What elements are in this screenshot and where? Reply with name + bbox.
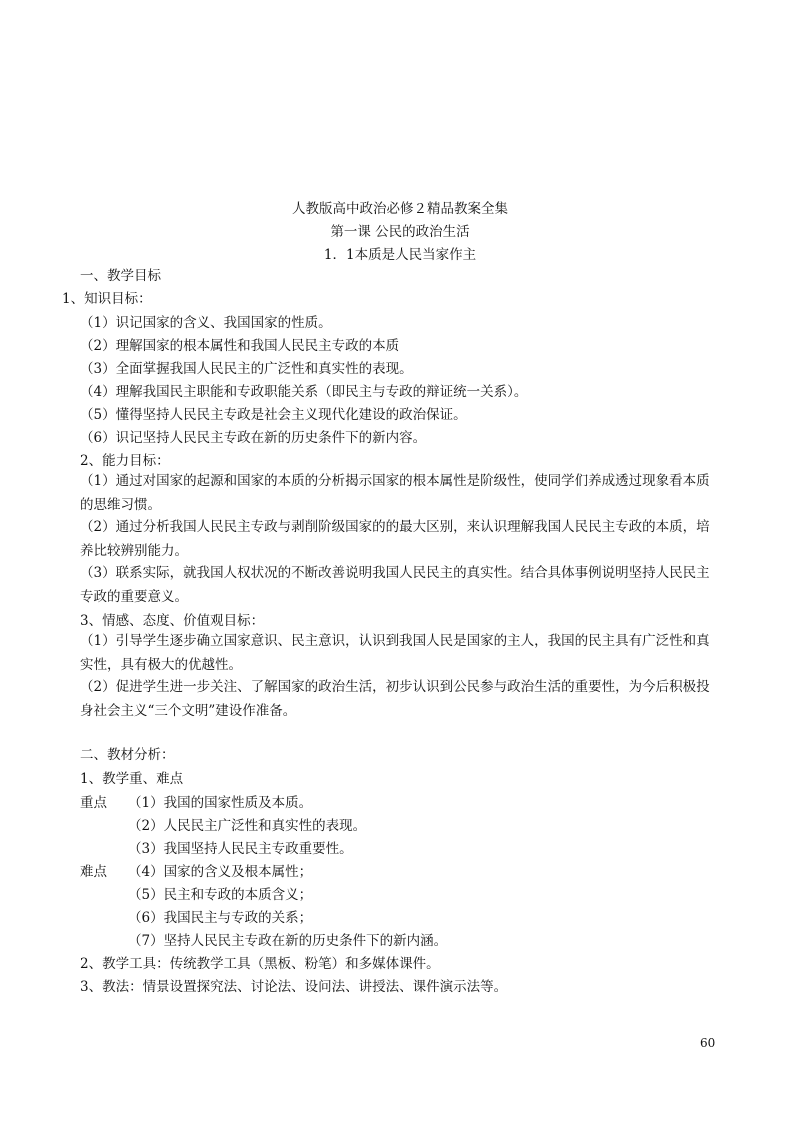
part2-heading: 二、教材分析：	[80, 747, 175, 763]
knowledge-item: （1）识记国家的含义、我国国家的性质。	[80, 315, 332, 331]
ability-item: （1）通过对国家的起源和国家的本质的分析揭示国家的根本属性是阶级性，使同学们养成透过现象看本质的思维习惯。	[80, 473, 710, 513]
key-points-label: 重点	[80, 795, 107, 811]
section-title: 1．1本质是人民当家作主	[323, 247, 477, 263]
teaching-methods: 3、教法：情景设置探究法、讨论法、设问法、讲授法、课件演示法等。	[80, 979, 508, 995]
knowledge-item: （3）全面掌握我国人民民主的广泛性和真实性的表现。	[80, 361, 413, 377]
knowledge-item: （4）理解我国民主职能和专政职能关系（即民主与专政的辩证统一关系）。	[80, 384, 528, 400]
emotion-item: （1）引导学生逐步确立国家意识、民主意识，认识到我国人民是国家的主人，我国的民主具有广泛性和真实性，具有极大的优越性。	[80, 633, 710, 673]
part1-heading: 一、教学目标	[80, 268, 161, 284]
knowledge-item: （2）理解国家的根本属性和我国人民民主专政的本质	[80, 338, 400, 354]
page-number: 60	[700, 1036, 716, 1050]
knowledge-heading: 1、知识目标：	[62, 291, 152, 307]
difficult-point-item: （6）我国民主与专政的关系；	[128, 910, 313, 926]
difficult-point-item: （5）民主和专政的本质含义；	[128, 887, 313, 903]
document-title: 人教版高中政治必修２精品教案全集	[292, 201, 508, 217]
difficult-point-item: （4）国家的含义及根本属性；	[128, 864, 313, 880]
ability-item: （3）联系实际，就我国人权状况的不断改善说明我国人民民主的真实性。结合具体事例说明坚持人民民主专政的重要意义。	[80, 565, 710, 605]
ability-heading: 2、能力目标：	[80, 453, 170, 469]
teaching-tools: 2、教学工具：传统教学工具（黑板、粉笔）和多媒体课件。	[80, 956, 440, 972]
lesson-title: 第一课 公民的政治生活	[330, 224, 470, 240]
ability-item: （2）通过分析我国人民民主专政与剥削阶级国家的的最大区别，来认识理解我国人民民主专政的本质，培养比较辨别能力。	[80, 519, 710, 559]
difficult-points-label: 难点	[80, 864, 107, 880]
emotion-heading: 3、情感、态度、价值观目标：	[80, 613, 265, 629]
emotion-item: （2）促进学生进一步关注、了解国家的政治生活，初步认识到公民参与政治生活的重要性，为今后积极投身社会主义“三个文明”建设作准备。	[80, 679, 710, 719]
key-point-item: （3）我国坚持人民民主专政重要性。	[128, 841, 353, 857]
focus-heading: 1、教学重、难点	[80, 771, 184, 787]
difficult-point-item: （7）坚持人民民主专政在新的历史条件下的新内涵。	[128, 933, 448, 949]
knowledge-item: （6）识记坚持人民民主专政在新的历史条件下的新内容。	[80, 430, 427, 446]
knowledge-item: （5）懂得坚持人民民主专政是社会主义现代化建设的政治保证。	[80, 407, 467, 423]
key-point-item: （1）我国的国家性质及本质。	[128, 795, 313, 811]
key-point-item: （2）人民民主广泛性和真实性的表现。	[128, 818, 367, 834]
